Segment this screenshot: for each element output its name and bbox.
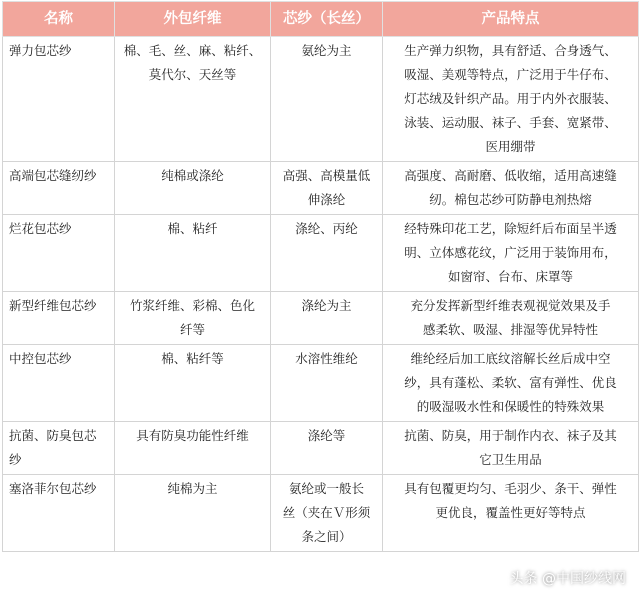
table-header-row <box>3 2 639 37</box>
cell-features <box>383 422 639 475</box>
cell-line: 经特殊印花工艺，除短纤后布面呈半透 <box>404 221 617 236</box>
cell-line: 涤纶为主 <box>301 298 352 313</box>
cell-features <box>383 345 639 422</box>
cell-line: 具有包覆更均匀、毛羽少、条干、弹性 <box>404 481 617 496</box>
table-row <box>3 215 639 292</box>
cell-name: 弹力包芯纱 <box>3 37 115 162</box>
cell-features <box>383 292 639 345</box>
cell-line: 涤纶、丙纶 <box>295 221 358 236</box>
cell-line: 医用绷带 <box>485 139 536 154</box>
toutiao-logo-icon <box>487 569 505 587</box>
cell-line: 纯棉或涤纶 <box>161 168 224 183</box>
watermark <box>487 568 626 588</box>
cell-line: 如窗帘、台布、床罩等 <box>447 269 573 284</box>
cell-features <box>383 37 639 162</box>
cell-line: 明、立体感花纹，广泛用于装饰用布， <box>404 245 617 260</box>
cell-line: 莫代尔、天丝等 <box>148 67 237 82</box>
cell-features <box>383 475 639 552</box>
cell-line: 棉、粘纤 <box>167 221 218 236</box>
cell-line: 高强度、高耐磨、低收缩，适用高速缝 <box>404 168 617 183</box>
cell-line: 充分发挥新型纤维表观视觉效果及手 <box>410 298 611 313</box>
cell-line: 纯棉为主 <box>167 481 218 496</box>
cell-line: 竹浆纤维、彩棉、色化 <box>129 298 255 313</box>
table-row <box>3 162 639 215</box>
header-name: 名称 <box>3 2 115 37</box>
cell-line: 纫。棉包芯纱可防静电剂热熔 <box>429 192 592 207</box>
watermark-text: 头条 @中国纱线网 <box>509 571 626 587</box>
cell-outer-fiber <box>115 292 271 345</box>
cell-line: 它卫生用品 <box>479 452 542 467</box>
cell-core-yarn <box>271 422 383 475</box>
cell-outer-fiber <box>115 37 271 162</box>
cell-name: 中控包芯纱 <box>3 345 115 422</box>
cell-line: 感柔软、吸湿、排湿等优异特性 <box>422 322 598 337</box>
cell-core-yarn <box>271 345 383 422</box>
cell-line: 伸涤纶 <box>307 192 346 207</box>
table-row <box>3 345 639 422</box>
cell-core-yarn <box>271 37 383 162</box>
cell-line: 的吸湿吸水性和保暖性的特殊效果 <box>416 399 605 414</box>
cell-outer-fiber <box>115 475 271 552</box>
header-features: 产品特点 <box>383 2 639 37</box>
cell-line: 维纶经后加工底纹溶解长丝后成中空 <box>410 351 611 366</box>
yarn-spec-table <box>2 1 639 552</box>
header-core-yarn: 芯纱（长丝） <box>271 2 383 37</box>
cell-features <box>383 215 639 292</box>
cell-line: 丝（夹在Ｖ形须 <box>282 505 371 520</box>
cell-line: 纱，具有蓬松、柔软、富有弹性、优良 <box>404 375 617 390</box>
cell-line: 氨纶或一般长 <box>288 481 364 496</box>
cell-core-yarn <box>271 292 383 345</box>
cell-outer-fiber <box>115 162 271 215</box>
cell-name: 塞洛菲尔包芯纱 <box>3 475 115 552</box>
cell-line: 具有防臭功能性纤维 <box>136 428 249 443</box>
cell-outer-fiber <box>115 422 271 475</box>
cell-outer-fiber <box>115 345 271 422</box>
cell-line: 吸湿、美观等特点，广泛用于牛仔布、 <box>404 67 617 82</box>
table-row <box>3 475 639 552</box>
cell-core-yarn <box>271 475 383 552</box>
cell-line: 涤纶等 <box>307 428 346 443</box>
cell-name: 新型纤维包芯纱 <box>3 292 115 345</box>
cell-line: 生产弹力织物，具有舒适、合身透气、 <box>404 43 617 58</box>
cell-name: 抗菌、防臭包芯纱 <box>3 422 115 475</box>
table-row <box>3 37 639 162</box>
cell-name: 烂花包芯纱 <box>3 215 115 292</box>
cell-line: 抗菌、防臭，用于制作内衣、袜子及其 <box>404 428 617 443</box>
cell-line: 棉、毛、丝、麻、粘纤、 <box>123 43 262 58</box>
cell-line: 泳装、运动服、袜子、手套、宽紧带、 <box>404 115 617 130</box>
cell-line: 高强、高模量低 <box>282 168 371 183</box>
table-row <box>3 422 639 475</box>
cell-core-yarn <box>271 162 383 215</box>
cell-outer-fiber <box>115 215 271 292</box>
cell-line: 更优良，覆盖性更好等特点 <box>435 505 586 520</box>
header-outer-fiber: 外包纤维 <box>115 2 271 37</box>
cell-line: 纤等 <box>179 322 205 337</box>
cell-line: 棉、粘纤等 <box>161 351 224 366</box>
cell-name: 高端包芯缝纫纱 <box>3 162 115 215</box>
cell-line: 灯芯绒及针织产品。用于内外衣服装、 <box>404 91 617 106</box>
table-row <box>3 292 639 345</box>
cell-core-yarn <box>271 215 383 292</box>
cell-line: 水溶性维纶 <box>295 351 358 366</box>
cell-line: 氨纶为主 <box>301 43 352 58</box>
cell-features <box>383 162 639 215</box>
cell-line: 条之间） <box>301 529 352 544</box>
